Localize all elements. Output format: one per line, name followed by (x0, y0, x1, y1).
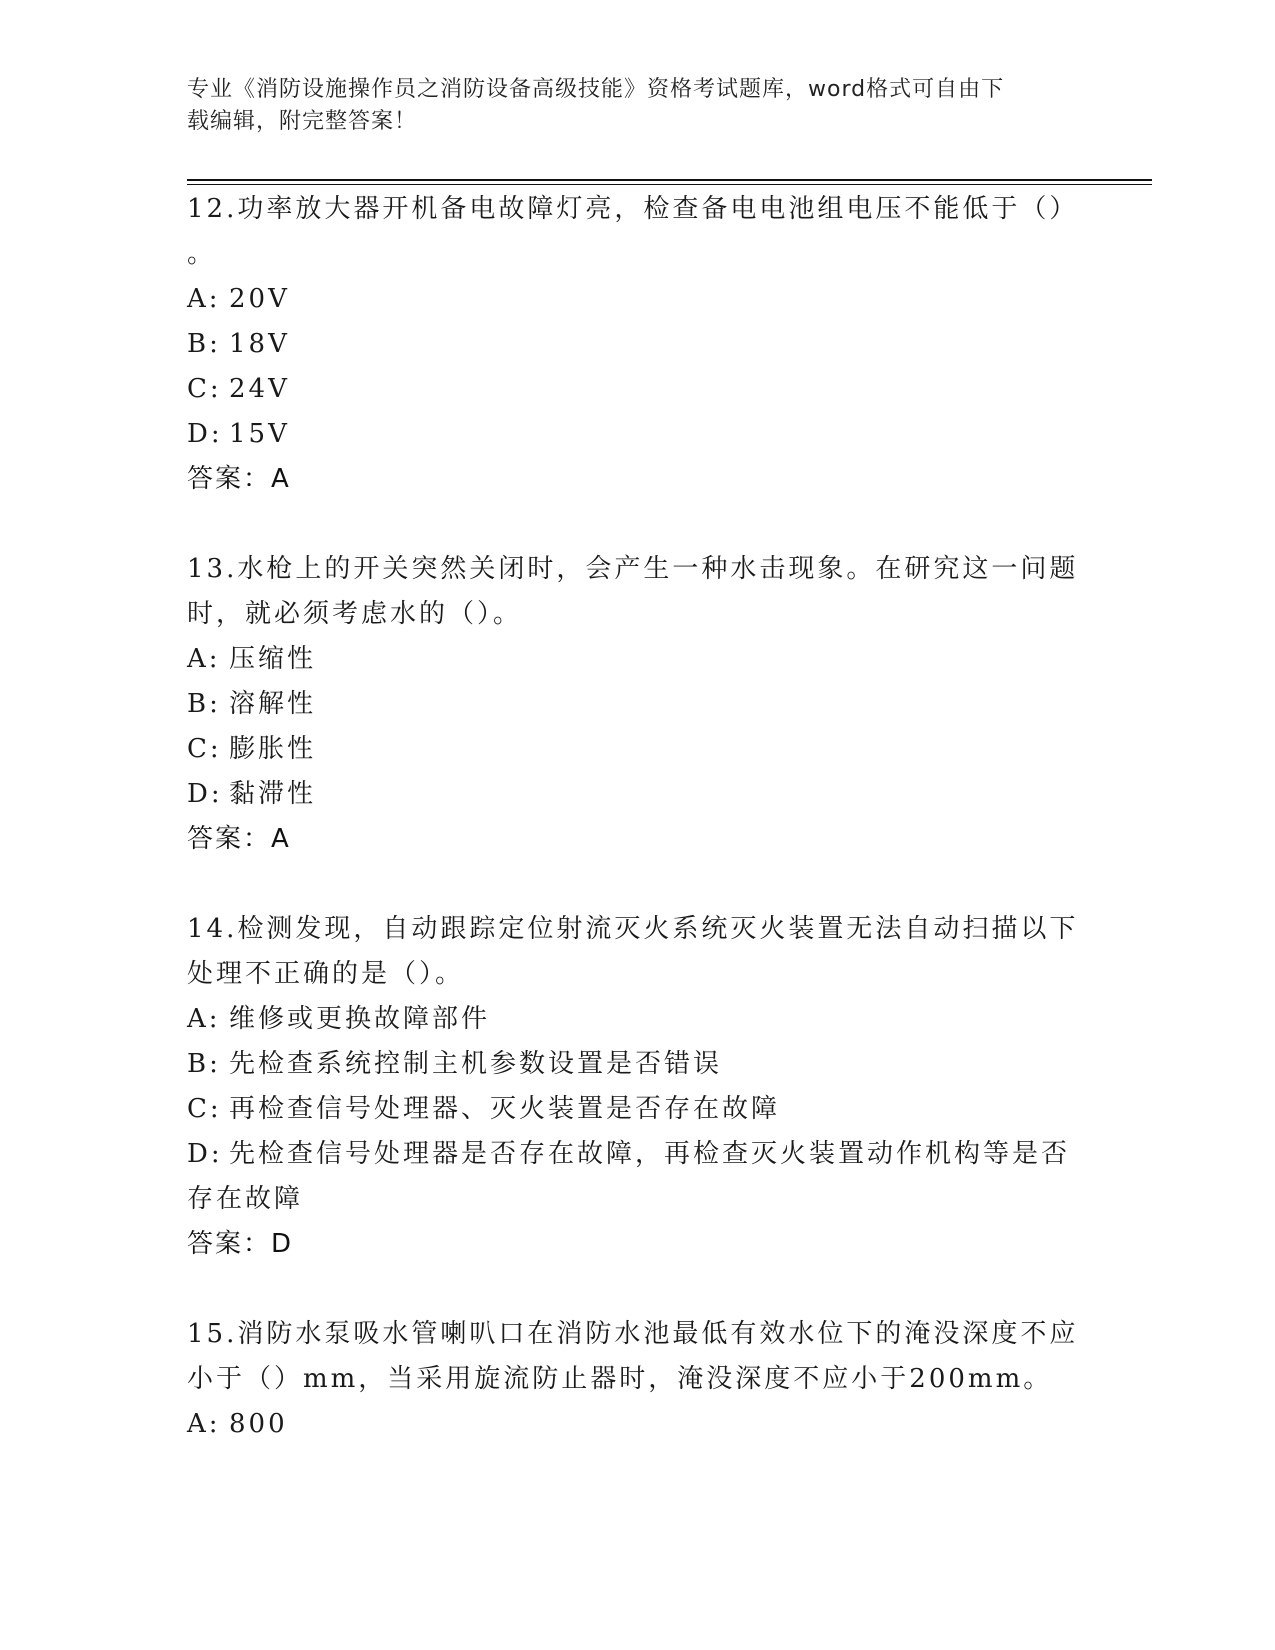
option-c (187, 727, 1087, 772)
header-line-1: 专业《消防设施操作员之消防设备高级技能》资格考试题库，word格式可自由下 (187, 77, 1005, 102)
option-text: 先检查信号处理器是否存在故障，再检查灭火装置动作机构等是否 (229, 1139, 1071, 1169)
option-letter: B: (187, 329, 221, 359)
question-stem-cont: 时，就必须考虑水的（）。 (187, 599, 523, 629)
option-text: 膨胀性 (229, 734, 317, 764)
option-text: 24V (229, 374, 290, 404)
question-stem-cont: 小于（）mm，当采用旋流防止器时，淹没深度不应小于200mm。 (187, 1364, 1053, 1394)
option-text: 18V (229, 329, 290, 359)
option-letter: A: (187, 1004, 221, 1034)
question-15 (187, 1312, 1087, 1447)
option-letter: C: (187, 374, 222, 404)
header-divider-thin (187, 184, 1152, 185)
option-b (187, 322, 1087, 367)
question-list (187, 187, 1087, 1447)
question-spacer (187, 1267, 1087, 1312)
answer-line: 答案：A (187, 464, 291, 494)
answer-line: 答案：D (187, 1229, 294, 1259)
option-d (187, 1132, 1087, 1177)
question-stem: 15.消防水泵吸水管喇叭口在消防水池最低有效水位下的淹没深度不应 (187, 1319, 1079, 1349)
option-text: 20V (229, 284, 290, 314)
header-divider-thick (187, 179, 1152, 181)
option-d (187, 412, 1087, 457)
option-letter: D: (187, 779, 223, 809)
option-letter: A: (187, 1409, 221, 1439)
option-text: 溶解性 (229, 689, 317, 719)
question-14 (187, 907, 1087, 1267)
question-13 (187, 547, 1087, 862)
option-b (187, 682, 1087, 727)
question-stem: 13.水枪上的开关突然关闭时，会产生一种水击现象。在研究这一问题 (187, 554, 1079, 584)
option-text: 维修或更换故障部件 (229, 1004, 491, 1034)
option-letter: D: (187, 1139, 223, 1169)
question-spacer (187, 862, 1087, 907)
option-letter: B: (187, 689, 221, 719)
option-a (187, 277, 1087, 322)
option-text: 800 (229, 1409, 288, 1439)
option-d (187, 772, 1087, 817)
option-text: 先检查系统控制主机参数设置是否错误 (229, 1049, 723, 1079)
question-12 (187, 187, 1087, 502)
option-text: 15V (229, 419, 290, 449)
option-text: 压缩性 (229, 644, 317, 674)
option-b (187, 1042, 1087, 1087)
question-stem-cont: 。 (187, 239, 217, 269)
option-letter: B: (187, 1049, 221, 1079)
option-letter: C: (187, 1094, 222, 1124)
question-stem-cont: 处理不正确的是（）。 (187, 959, 465, 989)
question-spacer (187, 502, 1087, 547)
option-text: 再检查信号处理器、灭火装置是否存在故障 (229, 1094, 781, 1124)
option-letter: A: (187, 644, 221, 674)
option-a (187, 1402, 1087, 1447)
question-stem: 14.检测发现，自动跟踪定位射流灭火系统灭火装置无法自动扫描以下 (187, 914, 1079, 944)
option-c (187, 367, 1087, 412)
option-a (187, 997, 1087, 1042)
option-letter: A: (187, 284, 221, 314)
answer-line: 答案：A (187, 824, 291, 854)
option-letter: C: (187, 734, 222, 764)
header-line-2: 载编辑，附完整答案！ (187, 109, 418, 134)
option-d-cont: 存在故障 (187, 1184, 304, 1214)
option-a (187, 637, 1087, 682)
option-text: 黏滞性 (229, 779, 317, 809)
option-letter: D: (187, 419, 223, 449)
question-stem: 12.功率放大器开机备电故障灯亮，检查备电电池组电压不能低于（） (187, 194, 1079, 224)
document-header (187, 74, 1067, 138)
option-c (187, 1087, 1087, 1132)
